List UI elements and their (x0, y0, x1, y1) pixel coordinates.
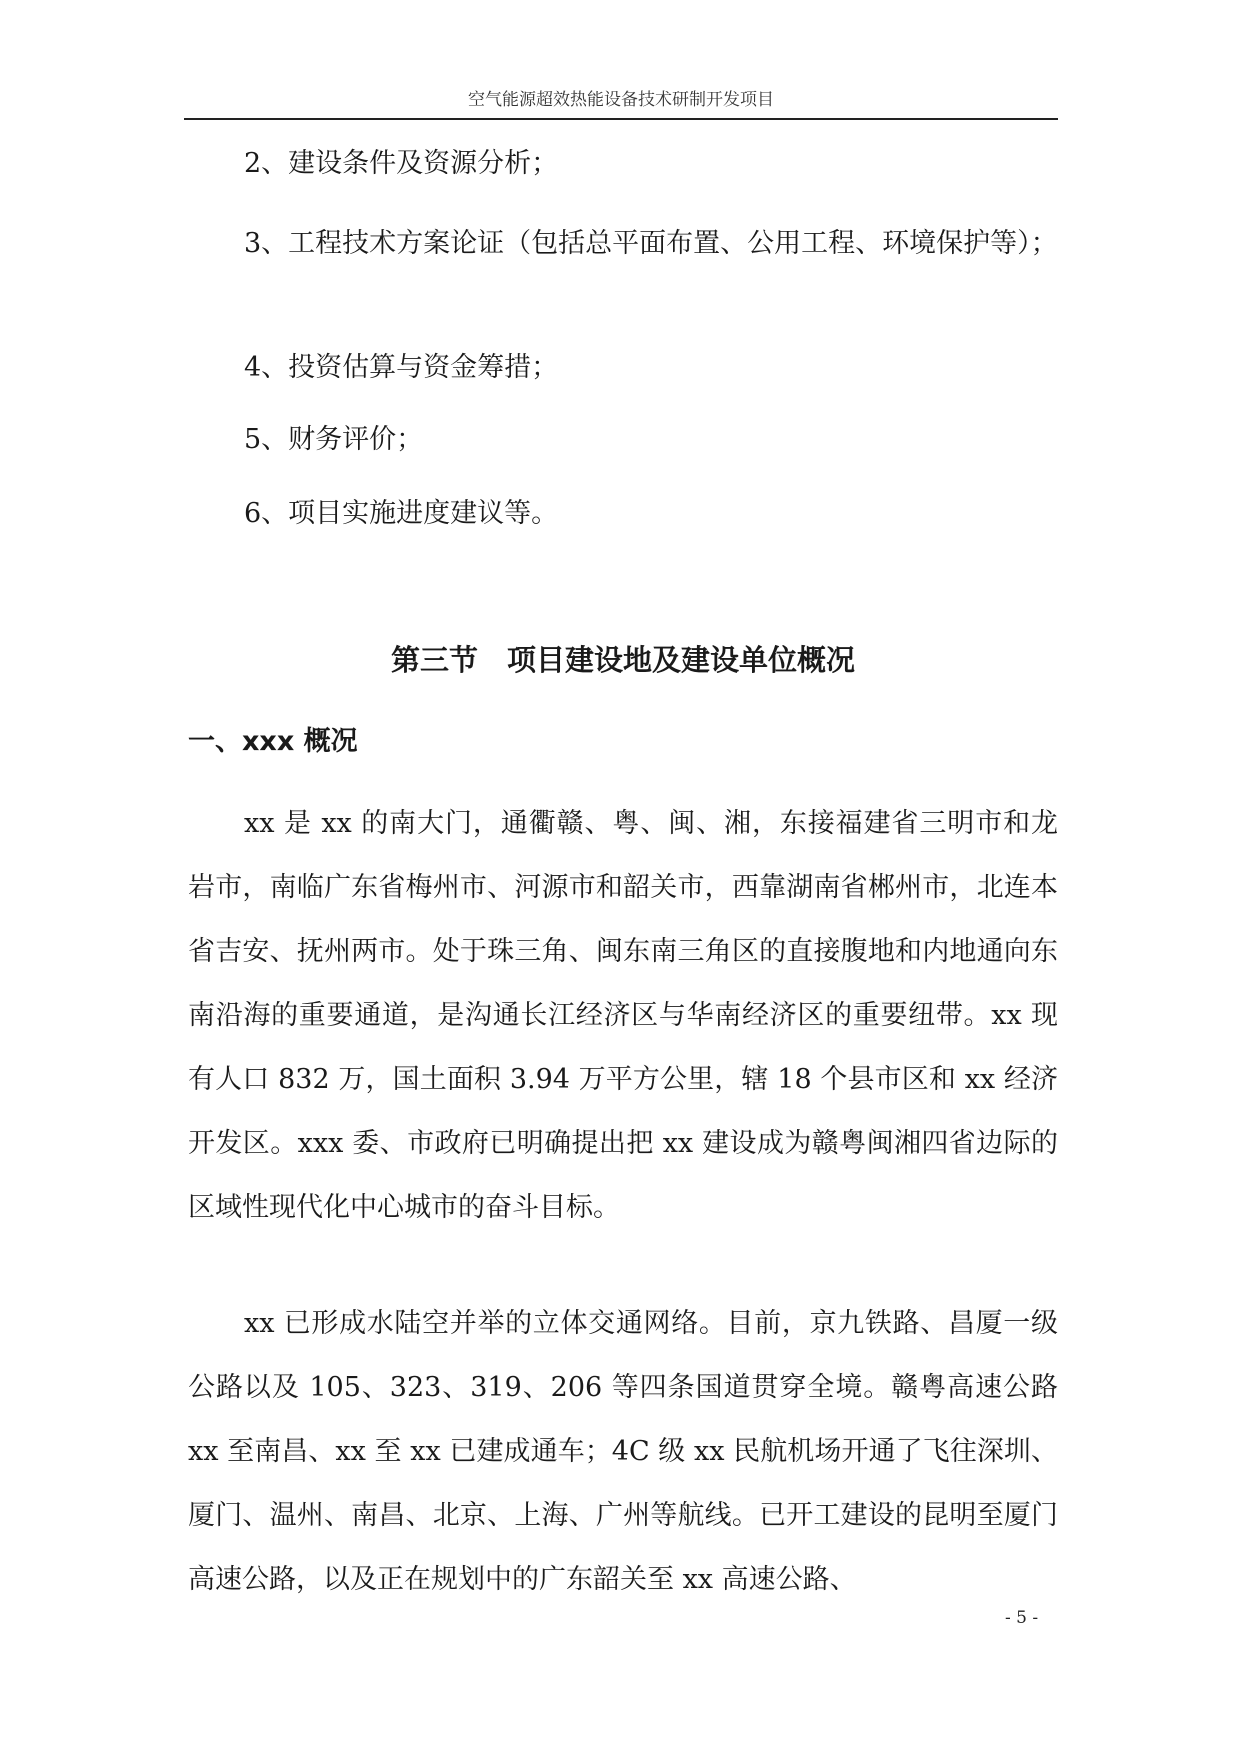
paragraph-overview: xx 是 xx 的南大门，通衢赣、粤、闽、湘，东接福建省三明市和龙岩市，南临广东省梅州市、河源市和韶关市，西靠湖南省郴州市，北连本省吉安、抚州两市。处于珠三角、闽东南三角区的直接腹地和内地通向东南沿海的重要通道，是沟通长江经济区与华南经济区的重要纽带。xx 现有人口 832 万，国土面积 3.94 万平方公里，辖 18 个县市区和 xx 经济开发区。xxx 委、市政府已明确提出把 xx 建设成为赣粤闽湘四省边际的区域性现代化中心城市的奋斗目标。 (188, 808, 1058, 1223)
section-title: 第三节 项目建设地及建设单位概况 (390, 643, 855, 677)
page-header (184, 84, 1058, 120)
header-title: 空气能源超效热能设备技术研制开发项目 (468, 90, 774, 110)
paragraph-transport: xx 已形成水陆空并举的立体交通网络。目前，京九铁路、昌厦一级公路以及 105、323、319、206 等四条国道贯穿全境。赣粤高速公路 xx 至南昌、xx 至 xx 已建成通车；4C 级 xx 民航机场开通了飞往深圳、厦门、温州、南昌、北京、上海、广州等航线。已开工建设的昆明至厦门高速公路，以及正在规划中的广东韶关至 xx 高速公路、 (188, 1308, 1058, 1595)
list-item-5: 5、财务评价； (244, 424, 424, 455)
list-item-6: 6、项目实施进度建议等。 (244, 498, 559, 529)
section-subheading: 一、xxx 概况 (188, 726, 358, 757)
list-item-4: 4、投资估算与资金筹措； (244, 352, 559, 383)
list-item-3: 3、工程技术方案论证（包括总平面布置、公用工程、环境保护等）； (244, 228, 1058, 259)
list-item-2: 2、建设条件及资源分析； (244, 148, 559, 179)
page-number: - 5 - (1005, 1608, 1039, 1628)
